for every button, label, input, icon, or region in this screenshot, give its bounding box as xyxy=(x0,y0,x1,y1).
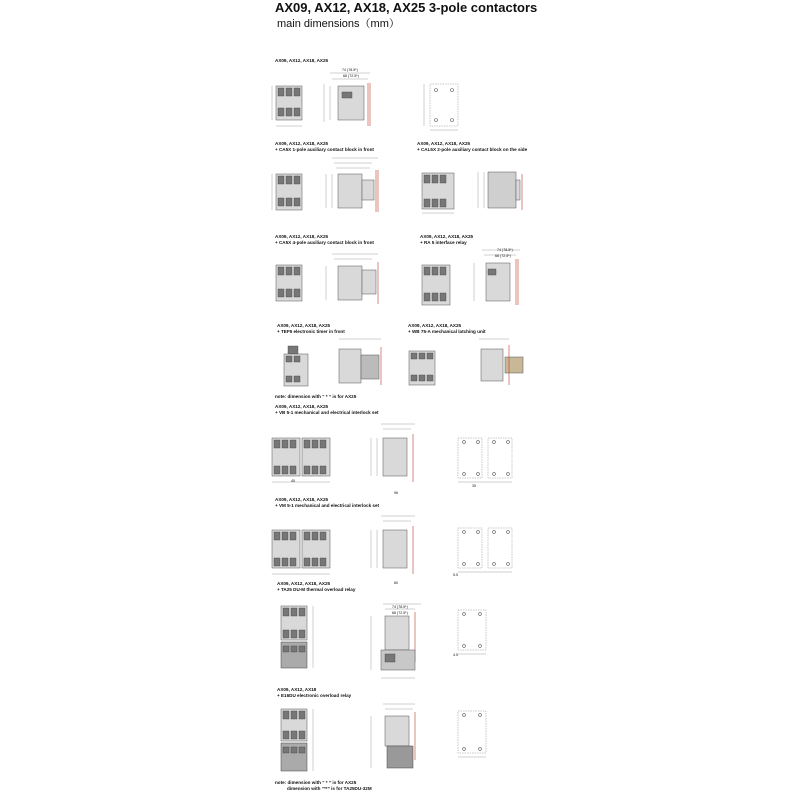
section-title-7: AX09, AX12, AX18, AX25 + WB 75-A mechanical latching unit xyxy=(408,323,486,334)
note-bottom: note: dimension with “ * ” is for AX25 dimension with “**” is for TA25DU-32M xyxy=(275,780,372,791)
dim-label-7: 45 xyxy=(291,479,295,483)
section-title-11: AX09, AX12, AX18 + E16DU electronic overload relay xyxy=(277,687,352,698)
dim-label-2: 68 (72.5*) xyxy=(343,74,359,78)
drawing-ca5x4-front xyxy=(270,255,320,315)
dim-label-1: 74 (78.5*) xyxy=(342,68,358,72)
dim-label-10: 80 xyxy=(394,581,398,585)
drawing-vm51-holes xyxy=(448,522,528,577)
drawing-vm51-side xyxy=(365,512,435,582)
section-title-10: AX09, AX12, AX18, AX25 + TA25 DU-M thermal overload relay xyxy=(277,581,356,592)
section-title-1: AX09, AX12, AX18, AX25 xyxy=(275,58,329,63)
dim-label-12: 4.5 xyxy=(453,653,458,657)
drawing-ta25-front xyxy=(275,600,320,680)
drawing-wb75-side xyxy=(465,335,535,390)
section-title-8: AX09, AX12, AX18, AX25 + VB 5-1 mechanical and electrical interlock set xyxy=(275,404,379,415)
drawing-tef5-front xyxy=(280,340,320,390)
drawing-vb51-holes xyxy=(448,432,528,487)
section-title-6: AX09, AX12, AX18, AX25 + TEF5 electronic timer in front xyxy=(277,323,345,334)
drawing-ra5-front xyxy=(418,255,458,310)
drawing-ca5x4-side xyxy=(320,248,390,310)
drawing-cal5x-side xyxy=(470,160,530,215)
section-title-3: AX09, AX12, AX18, AX25 + CAL5X 2-pole auxiliary contact block on the side xyxy=(417,141,528,152)
dim-label-8: 35 xyxy=(472,484,476,488)
note-ax25: note: dimension with “ * ” is for AX25 xyxy=(275,394,357,399)
dim-label-4: 68 (72.5*) xyxy=(495,254,511,258)
drawing-vm51-front xyxy=(268,520,338,580)
drawing-vb51-front xyxy=(268,428,338,488)
drawing-ta25-holes xyxy=(448,604,498,659)
drawing-ca5x-front xyxy=(270,160,320,220)
dim-label-6: 68 (72.5*) xyxy=(392,611,408,615)
drawing-wb75-front xyxy=(405,345,445,390)
drawing-ax-mounting-holes xyxy=(420,78,470,138)
page-subtitle: main dimensions（mm） xyxy=(277,18,400,30)
section-title-5: AX09, AX12, AX18, AX25 + RA 5 interface relay xyxy=(420,234,474,245)
drawing-e16du-holes xyxy=(448,705,498,763)
drawing-e16du-side xyxy=(365,700,435,778)
section-title-4: AX09, AX12, AX18, AX25 + CA5X 4-pole auxiliary contact block in front xyxy=(275,234,374,245)
page-title: AX09, AX12, AX18, AX25 3-pole contactors xyxy=(275,0,538,15)
drawing-vb51-side xyxy=(365,420,435,490)
drawing-tef5-side xyxy=(325,335,390,395)
dim-label-11: 5.5 xyxy=(453,573,458,577)
dim-label-3: 74 (78.5*) xyxy=(497,248,513,252)
drawing-cal5x-front xyxy=(418,165,458,215)
drawing-ca5x-side xyxy=(320,152,390,220)
section-title-2: AX09, AX12, AX18, AX25 + CA5X 1-pole auxiliary contact block in front xyxy=(275,141,374,152)
dim-label-9: 96 xyxy=(394,491,398,495)
dim-label-5: 74 (78.5*) xyxy=(392,605,408,609)
section-title-9: AX09, AX12, AX18, AX25 + VM 5-1 mechanical and electrical interlock set xyxy=(275,497,380,508)
drawing-e16du-front xyxy=(275,703,320,781)
